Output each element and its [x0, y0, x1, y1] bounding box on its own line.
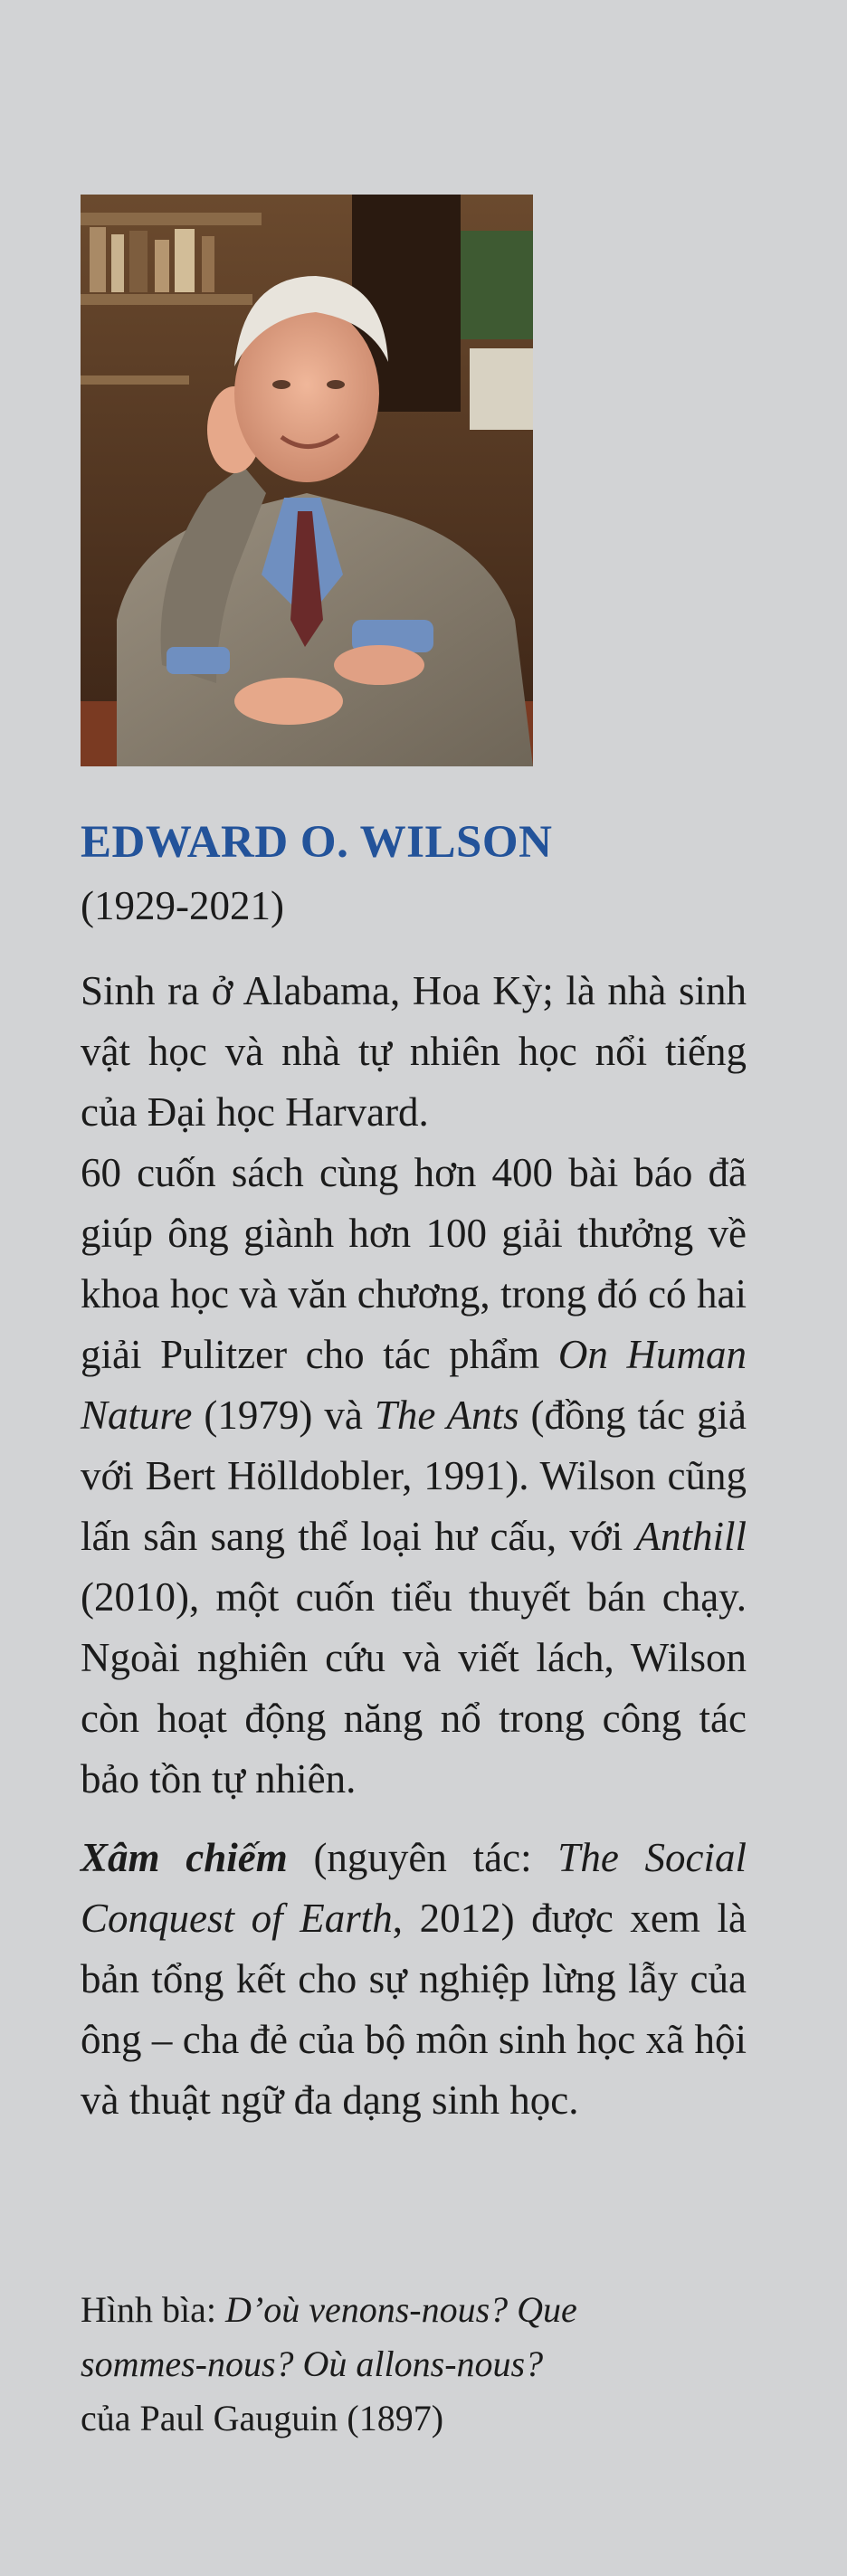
book-title-xam-chiem: Xâm chiếm [81, 1835, 288, 1880]
bio-paragraph-3 [81, 1828, 747, 2131]
bio-text: , 2012) được xem là bản tổng kết cho sự nghiệp lừng lẫy của ông – cha đẻ của bộ môn sinh học xã hội và thuật ngữ đa dạng sinh học. [81, 1896, 747, 2123]
bio-text: (nguyên tác: [287, 1835, 558, 1880]
credit-label: Hình bìa: [81, 2289, 225, 2330]
book-title-the-ants: The Ants [374, 1393, 519, 1438]
credit-byline: của Paul Gauguin (1897) [81, 2398, 444, 2438]
book-title-anthill: Anthill [635, 1514, 747, 1559]
bio-text: (1979) và [192, 1393, 375, 1438]
author-bio [81, 961, 747, 2131]
author-name: EDWARD O. WILSON [81, 817, 553, 868]
book-title-on-human-nature: On Human Nature [81, 1332, 747, 1438]
cover-credit [81, 2283, 768, 2446]
painting-title-line-1: D’où venons-nous? Que [224, 2289, 577, 2330]
credit-line-1 [81, 2283, 768, 2337]
author-portrait-icon [81, 195, 533, 766]
bio-text: (đồng tác giả với Bert Hölldobler, 1991). Wilson cũng lấn sân sang thể loại hư cấu, với [81, 1393, 747, 1559]
author-portrait [81, 195, 533, 766]
bio-paragraph-1: Sinh ra ở Alabama, Hoa Kỳ; là nhà sinh vật học và nhà tự nhiên học nổi tiếng của Đại học Harvard. [81, 968, 747, 1135]
original-title: The Social Conquest of Earth [81, 1835, 747, 1941]
author-years: (1929-2021) [81, 883, 284, 928]
bio-text: (2010), một cuốn tiểu thuyết bán chạy. Ngoài nghiên cứu và viết lách, Wilson còn hoạt động năng nổ trong công tác bảo tồn tự nhiên. [81, 1574, 747, 1801]
credit-line-2 [81, 2337, 768, 2391]
bio-paragraph-2 [81, 1143, 747, 1810]
bio-text: 60 cuốn sách cùng hơn 400 bài báo đã giúp ông giành hơn 100 giải thưởng về khoa học và văn chương, trong đó có hai giải Pulitzer cho tác phẩm [81, 1150, 747, 1377]
painting-title-line-2: sommes-nous? Où allons-nous? [81, 2343, 544, 2384]
